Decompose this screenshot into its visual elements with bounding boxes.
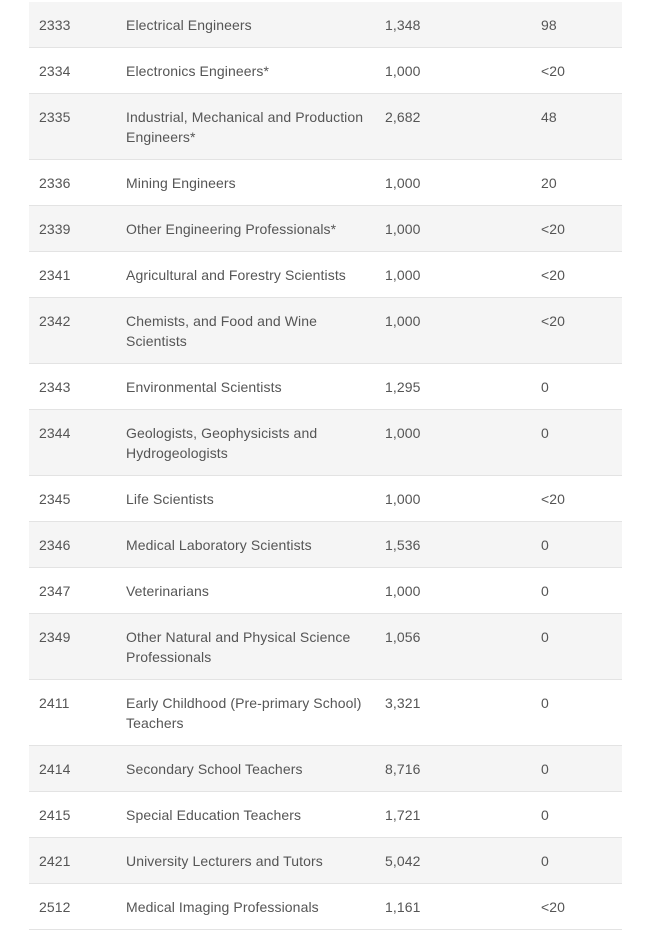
invitations-issued: 0 [512, 410, 622, 476]
invitations-issued: <20 [512, 48, 622, 94]
occupation-code: 2333 [29, 2, 118, 48]
occupation-code: 2341 [29, 252, 118, 298]
occupation-name: Electronics Engineers* [118, 48, 375, 94]
occupation-name: Early Childhood (Pre-primary School) Teachers [118, 680, 375, 746]
invitations-issued: 0 [512, 680, 622, 746]
occupation-code: 2336 [29, 160, 118, 206]
occupation-ceiling: 5,042 [375, 838, 512, 884]
invitations-issued: <20 [512, 252, 622, 298]
occupation-name: Other Natural and Physical Science Professionals [118, 614, 375, 680]
occupation-ceiling: 1,000 [375, 160, 512, 206]
occupation-code: 2512 [29, 884, 118, 930]
invitations-issued: 0 [512, 614, 622, 680]
occupation-ceiling: 2,682 [375, 94, 512, 160]
occupation-name: Medical Imaging Professionals [118, 884, 375, 930]
occupation-ceiling: 1,000 [375, 410, 512, 476]
occupation-name: Electrical Engineers [118, 2, 375, 48]
occupation-name: Other Engineering Professionals* [118, 206, 375, 252]
occupation-ceiling: 1,161 [375, 884, 512, 930]
occupation-name: Medical Laboratory Scientists [118, 522, 375, 568]
occupation-code: 2415 [29, 792, 118, 838]
occupation-code: 2345 [29, 476, 118, 522]
occupation-code: 2343 [29, 364, 118, 410]
occupation-ceiling: 3,321 [375, 680, 512, 746]
occupation-code: 2344 [29, 410, 118, 476]
occupation-name: Secondary School Teachers [118, 746, 375, 792]
occupation-ceiling: 1,000 [375, 252, 512, 298]
occupation-ceiling: 1,721 [375, 792, 512, 838]
table-row [29, 94, 622, 160]
invitations-issued: 98 [512, 2, 622, 48]
occupation-name: University Lecturers and Tutors [118, 838, 375, 884]
occupation-ceiling: 1,000 [375, 206, 512, 252]
table-row [29, 838, 622, 884]
table-row [29, 680, 622, 746]
invitations-issued: <20 [512, 298, 622, 364]
table-row [29, 252, 622, 298]
occupation-ceiling: 1,000 [375, 476, 512, 522]
table-row [29, 2, 622, 48]
invitations-issued: <20 [512, 476, 622, 522]
table-row [29, 568, 622, 614]
occupation-table-container [29, 2, 622, 930]
occupation-name: Life Scientists [118, 476, 375, 522]
table-row [29, 206, 622, 252]
invitations-issued: 48 [512, 94, 622, 160]
occupation-code: 2334 [29, 48, 118, 94]
invitations-issued: 0 [512, 364, 622, 410]
occupation-ceiling: 1,536 [375, 522, 512, 568]
table-row [29, 746, 622, 792]
occupation-code: 2414 [29, 746, 118, 792]
table-row [29, 614, 622, 680]
occupation-name: Special Education Teachers [118, 792, 375, 838]
occupation-code: 2347 [29, 568, 118, 614]
occupation-ceiling: 1,056 [375, 614, 512, 680]
table-row [29, 298, 622, 364]
occupation-name: Mining Engineers [118, 160, 375, 206]
invitations-issued: 20 [512, 160, 622, 206]
occupation-ceiling: 8,716 [375, 746, 512, 792]
table-row [29, 522, 622, 568]
table-row [29, 160, 622, 206]
occupation-name: Veterinarians [118, 568, 375, 614]
invitations-issued: 0 [512, 746, 622, 792]
table-row [29, 792, 622, 838]
occupation-ceiling: 1,000 [375, 568, 512, 614]
table-row [29, 48, 622, 94]
occupation-name: Environmental Scientists [118, 364, 375, 410]
invitations-issued: <20 [512, 884, 622, 930]
occupation-code: 2335 [29, 94, 118, 160]
occupation-code: 2339 [29, 206, 118, 252]
invitations-issued: 0 [512, 522, 622, 568]
occupation-code: 2346 [29, 522, 118, 568]
occupation-code: 2349 [29, 614, 118, 680]
table-row [29, 410, 622, 476]
invitations-issued: 0 [512, 792, 622, 838]
occupation-code: 2411 [29, 680, 118, 746]
invitations-issued: 0 [512, 838, 622, 884]
occupation-code: 2342 [29, 298, 118, 364]
occupation-ceiling: 1,295 [375, 364, 512, 410]
occupation-table [29, 2, 622, 930]
invitations-issued: 0 [512, 568, 622, 614]
occupation-name: Industrial, Mechanical and Production Engineers* [118, 94, 375, 160]
occupation-name: Agricultural and Forestry Scientists [118, 252, 375, 298]
table-row [29, 884, 622, 930]
occupation-ceiling: 1,000 [375, 298, 512, 364]
occupation-ceiling: 1,000 [375, 48, 512, 94]
table-row [29, 476, 622, 522]
occupation-ceiling: 1,348 [375, 2, 512, 48]
occupation-name: Chemists, and Food and Wine Scientists [118, 298, 375, 364]
table-row [29, 364, 622, 410]
occupation-code: 2421 [29, 838, 118, 884]
invitations-issued: <20 [512, 206, 622, 252]
occupation-name: Geologists, Geophysicists and Hydrogeologists [118, 410, 375, 476]
